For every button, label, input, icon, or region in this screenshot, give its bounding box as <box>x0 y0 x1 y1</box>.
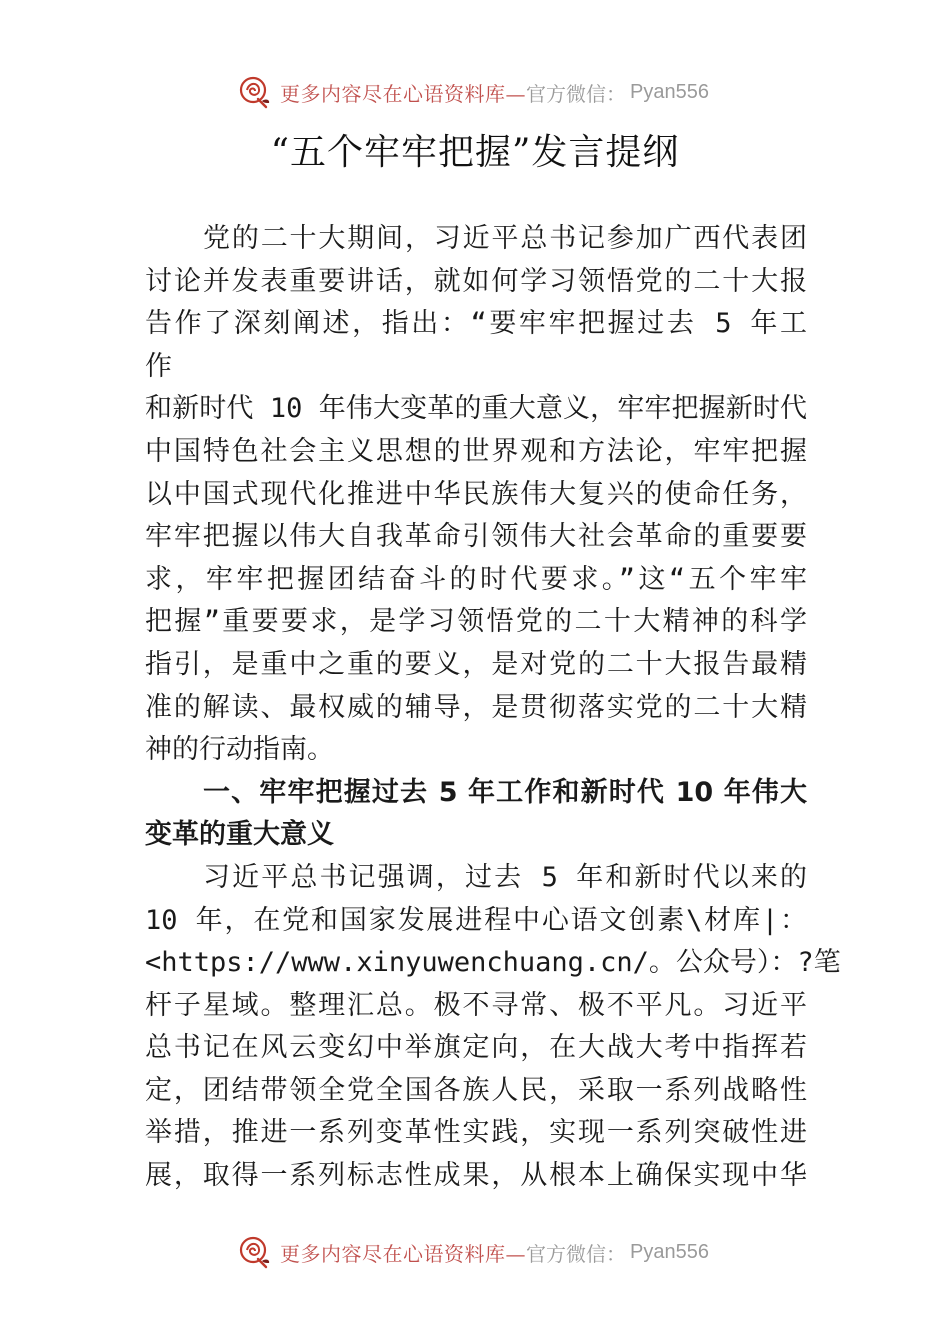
section-heading-line: 变革的重大意义 <box>145 819 334 851</box>
body-line: 讨论并发表重要讲话，就如何学习领悟党的二十大报 <box>145 265 807 297</box>
watermark-wechat-label: 官方微信： <box>526 81 626 106</box>
body-line: 把握”重要要求，是学习领悟党的二十大精神的科学 <box>145 606 807 638</box>
watermark-brand-text: 更多内容尽在心语资料库— <box>280 1241 526 1266</box>
body-line: 10 年，在党和国家发展进程中心语文创素\材库|： <box>145 904 807 936</box>
body-line: 举措，推进一系列变革性实践，实现一系列突破性进 <box>145 1117 807 1149</box>
body-line: 和新时代 10 年伟大变革的重大意义，牢牢把握新时代 <box>145 393 807 425</box>
body-line: 定，团结带领全党全国各族人民，采取一系列战略性 <box>145 1074 807 1106</box>
body-line: 总书记在风云变幻中举旗定向，在大战大考中指挥若 <box>145 1032 807 1064</box>
body-line: 求，牢牢把握团结奋斗的时代要求。”这“五个牢牢 <box>145 563 807 595</box>
rose-logo-icon <box>236 1232 276 1272</box>
watermark-wechat-label: 官方微信： <box>526 1241 626 1266</box>
body-line: 准的解读、最权威的辅导，是贯彻落实党的二十大精 <box>145 691 807 723</box>
body-line: 杆子星域。整理汇总。极不寻常、极不平凡。习近平 <box>145 989 807 1021</box>
watermark-banner-bottom <box>236 1232 756 1272</box>
watermark-wechat-id: Pyan556 <box>630 1240 709 1263</box>
document-body <box>145 218 841 1198</box>
body-line: 告作了深刻阐述，指出：“要牢牢把握过去 5 年工 <box>145 308 807 340</box>
section-heading-line: 一、牢牢把握过去 5 年工作和新时代 10 年伟大 <box>203 776 807 808</box>
body-line: 习近平总书记强调，过去 5 年和新时代以来的 <box>203 861 807 893</box>
body-line: 党的二十大期间，习近平总书记参加广西代表团 <box>203 223 807 254</box>
body-line: 指引，是重中之重的要义，是对党的二十大报告最精 <box>145 648 807 680</box>
body-line: 牢牢把握以伟大自我革命引领伟大社会革命的重要要 <box>145 521 807 553</box>
body-line: 以中国式现代化推进中华民族伟大复兴的使命任务， <box>145 478 807 510</box>
body-line: 神的行动指南。 <box>145 734 334 766</box>
body-line: 中国特色社会主义思想的世界观和方法论，牢牢把握 <box>145 435 807 467</box>
rose-logo-icon <box>236 72 276 112</box>
watermark-banner-top <box>236 72 756 112</box>
body-line: <https://www.xinyuwenchuang.cn/。公众号）：?笔 <box>145 947 841 979</box>
document-title: “五个牢牢把握”发言提纲 <box>270 132 680 173</box>
watermark-brand-text: 更多内容尽在心语资料库— <box>280 81 526 106</box>
watermark-wechat-id: Pyan556 <box>630 80 709 103</box>
body-line: 展，取得一系列标志性成果，从根本上确保实现中华 <box>145 1160 807 1192</box>
body-line: 作 <box>145 350 172 382</box>
